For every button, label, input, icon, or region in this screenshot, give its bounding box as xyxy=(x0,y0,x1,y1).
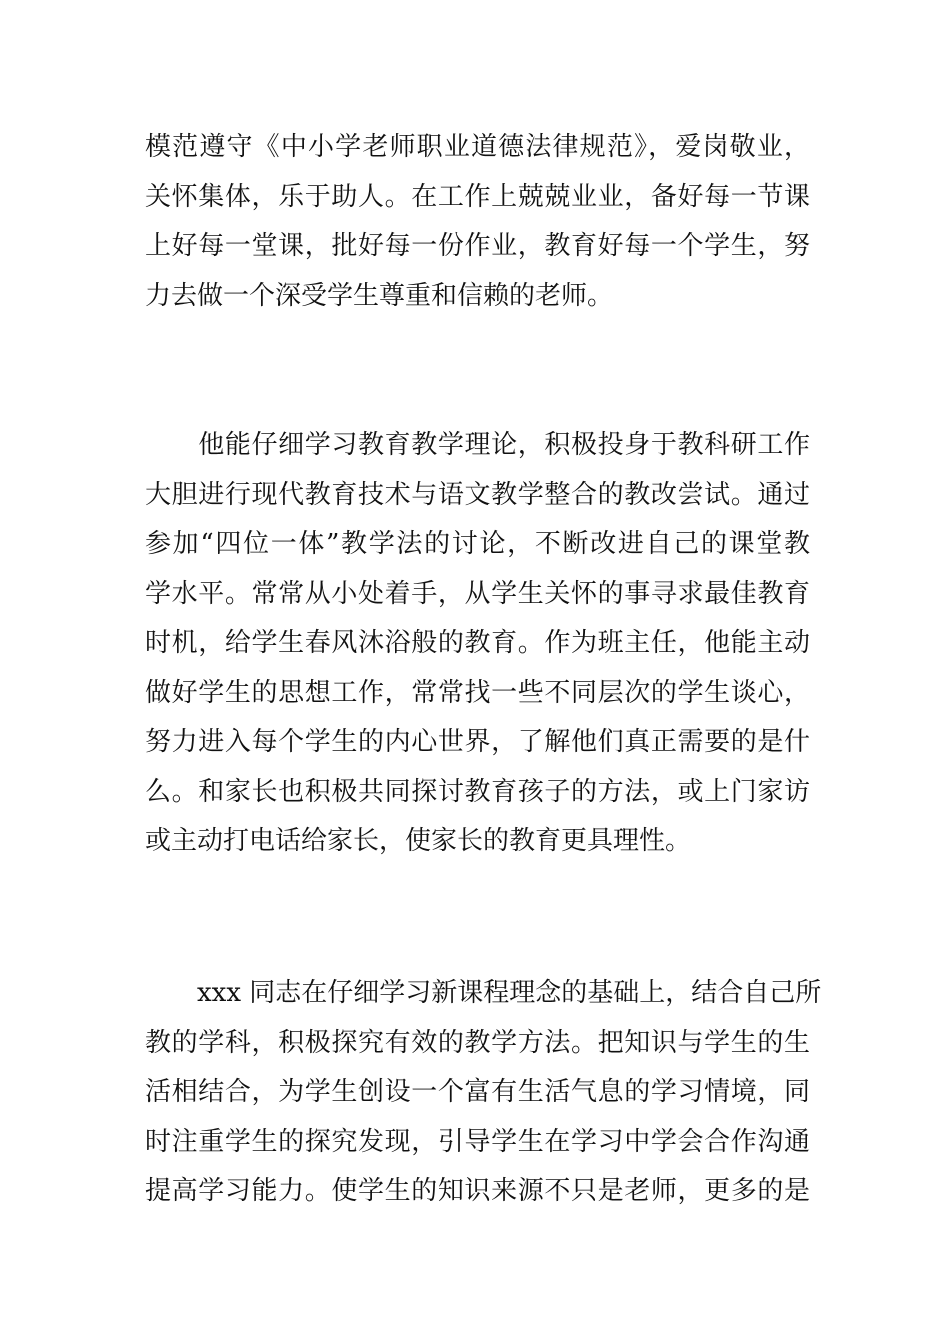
paragraph-line: 或主动打电话给家长，使家长的教育更具理性。 xyxy=(145,826,692,856)
paragraph-line: 参加“四位一体”教学法的讨论，不断改进自己的课堂教 xyxy=(145,529,810,559)
paragraph-line: 么。和家长也积极共同探讨教育孩子的方法，或上门家访 xyxy=(145,776,810,807)
paragraph-line: 他能仔细学习教育教学理论，积极投身于教科研工作 xyxy=(145,430,810,460)
paragraph-line: 关怀集体，乐于助人。在工作上兢兢业业，备好每一节课 xyxy=(145,181,810,212)
paragraph-line: 教的学科，积极探究有效的教学方法。把知识与学生的生 xyxy=(145,1027,810,1058)
paragraph-line: 努力进入每个学生的内心世界，了解他们真正需要的是什 xyxy=(145,727,810,757)
paragraph-line: 活相结合，为学生创设一个富有生活气息的学习情境，同 xyxy=(145,1077,810,1107)
paragraph-line: 力去做一个深受学生尊重和信赖的老师。 xyxy=(145,280,614,311)
paragraph-line: 上好每一堂课，批好每一份作业，教育好每一个学生，努 xyxy=(145,231,810,261)
paragraph-3 xyxy=(145,969,822,1217)
paragraph-line: 做好学生的思想工作，常常找一些不同层次的学生谈心， xyxy=(145,677,810,708)
paragraph-line: 时注重学生的探究发现，引导学生在学习中学会合作沟通 xyxy=(145,1126,810,1157)
paragraph-line: 大胆进行现代教育技术与语文教学整合的教改尝试。通过 xyxy=(145,479,810,510)
paragraph-line: 时机，给学生春风沐浴般的教育。作为班主任，他能主动 xyxy=(145,628,810,658)
paragraph-line: 模范遵守《中小学老师职业道德法律规范》，爱岗敬业， xyxy=(145,132,810,162)
paragraph-line: xxx 同志在仔细学习新课程理念的基础上，结合自己所 xyxy=(145,978,822,1008)
paragraph-line: 学水平。常常从小处着手，从学生关怀的事寻求最佳教育 xyxy=(145,578,810,609)
paragraph-1 xyxy=(145,123,810,321)
paragraph-line: 提高学习能力。使学生的知识来源不只是老师，更多的是 xyxy=(145,1176,810,1206)
paragraph-2 xyxy=(145,421,810,867)
